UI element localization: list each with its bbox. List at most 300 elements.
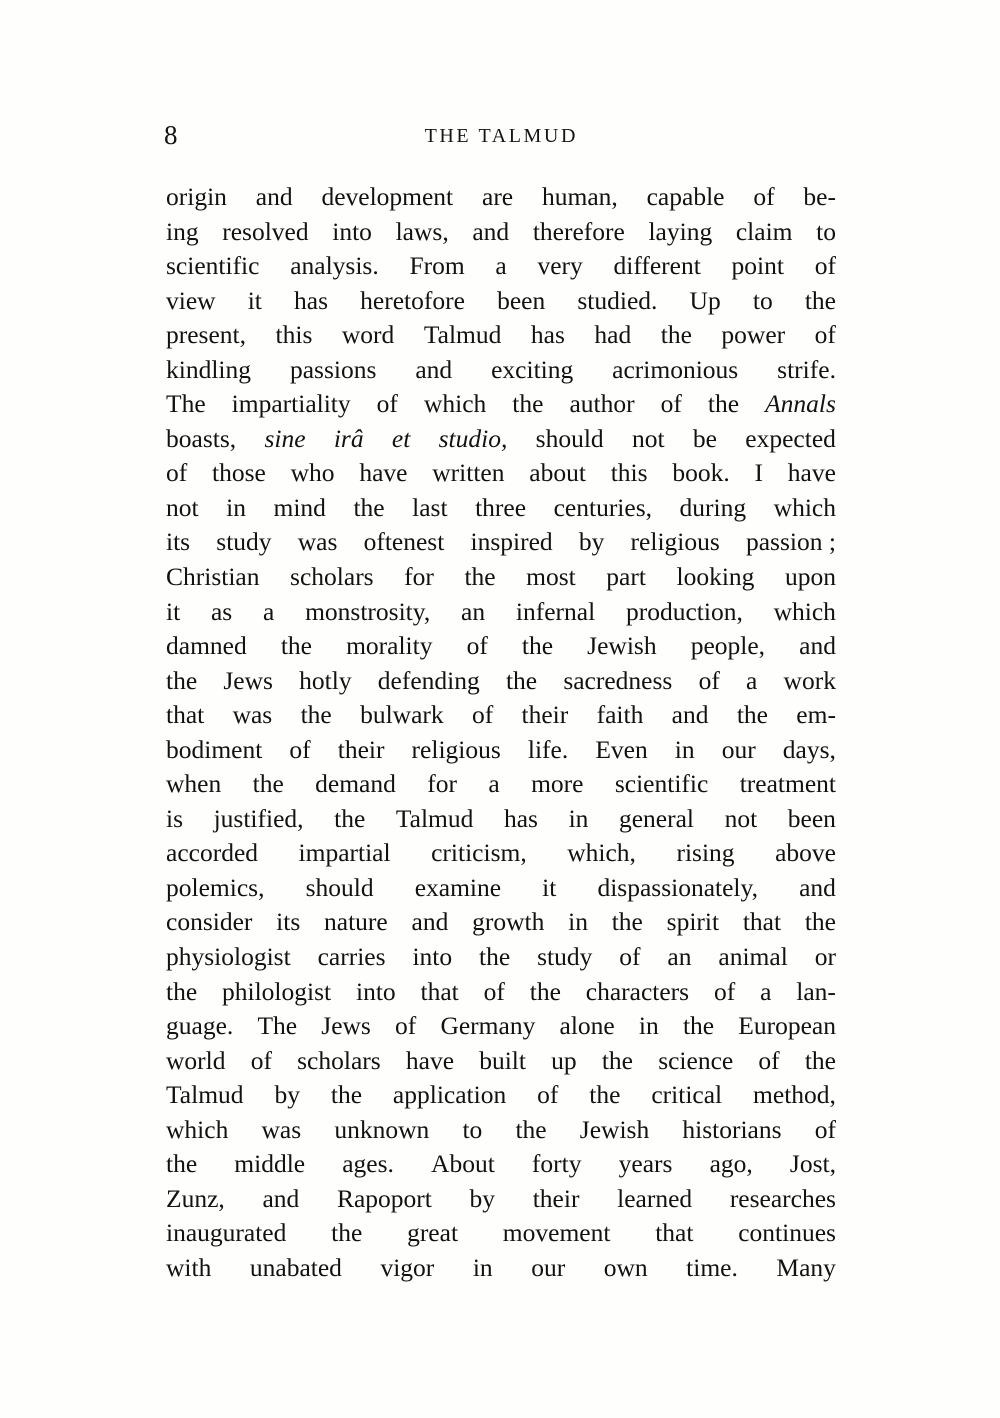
text-line-content [166, 456, 836, 491]
word: of [619, 942, 641, 972]
text-line-content [166, 1251, 836, 1286]
word: this [275, 320, 313, 350]
text-line-content [166, 422, 836, 457]
word: Annals [765, 389, 836, 419]
word: method, [753, 1080, 836, 1110]
word: and [799, 631, 836, 661]
word: oftenest [363, 527, 445, 557]
word: the [804, 1045, 836, 1075]
word: monstrosity, [305, 596, 431, 626]
word: ing [166, 216, 199, 246]
text-line [166, 975, 836, 1010]
word: written [432, 458, 505, 488]
word: three [475, 492, 527, 522]
word: the [505, 665, 538, 695]
word: of [376, 389, 398, 419]
word: carries [317, 942, 386, 972]
word: boasts, [166, 423, 237, 453]
word: inaugurated [166, 1218, 287, 1248]
word: passion ; [745, 527, 836, 557]
word: dispassionately, [597, 872, 758, 902]
word: Talmud [423, 320, 502, 350]
word: the [300, 700, 332, 730]
word: years [618, 1149, 673, 1179]
word: and [472, 216, 510, 246]
word: the [804, 285, 836, 315]
word: a [495, 251, 507, 281]
word: science [658, 1045, 734, 1075]
word: Talmud [166, 1080, 244, 1110]
word: when [166, 769, 222, 799]
word: therefore [532, 216, 625, 246]
word: an [461, 596, 486, 626]
text-line-content [166, 1182, 836, 1217]
running-head-title: THE TALMUD [424, 125, 579, 147]
word: Zunz, [166, 1183, 225, 1213]
word: the [166, 665, 198, 695]
word: centuries, [553, 492, 653, 522]
word: impartiality [231, 389, 351, 419]
text-line-content [166, 1044, 836, 1079]
text-line-content [166, 698, 836, 733]
word: passions [289, 354, 377, 384]
word: Rapoport [336, 1183, 432, 1213]
word: in [568, 803, 589, 833]
word: the [707, 389, 740, 419]
word: scholars [297, 1045, 381, 1075]
word: Jewish [579, 1114, 650, 1144]
word: of [537, 1080, 559, 1110]
word: this [610, 458, 648, 488]
word: resolved [222, 216, 309, 246]
word: their [532, 1183, 580, 1213]
word: our [721, 734, 756, 764]
word: own [603, 1252, 648, 1282]
word: the [515, 1114, 547, 1144]
word: most [526, 562, 576, 592]
word: morality [346, 631, 433, 661]
text-line [166, 387, 836, 422]
word: historians [682, 1114, 782, 1144]
word: lan- [796, 976, 836, 1006]
word: more [531, 769, 584, 799]
word: its [276, 907, 301, 937]
text-line-content [166, 664, 836, 699]
word: of [466, 631, 488, 661]
word: to [816, 216, 836, 246]
word: an [667, 942, 692, 972]
body-text-block [166, 180, 836, 1286]
word: learned [617, 1183, 693, 1213]
word: a [760, 976, 772, 1006]
word: et [391, 423, 411, 453]
word: which [423, 389, 487, 419]
word: time. [686, 1252, 738, 1282]
word: the [166, 976, 198, 1006]
text-line [166, 249, 836, 284]
word: of [758, 1045, 780, 1075]
word: of [713, 976, 736, 1006]
word: demand [315, 769, 396, 799]
word: of [814, 251, 836, 281]
word: is [166, 803, 184, 833]
word: Jews [223, 665, 273, 695]
word: the [334, 803, 366, 833]
word: and [262, 1183, 300, 1213]
word: studio, [438, 423, 508, 453]
word: for [404, 562, 434, 592]
word: the [611, 907, 643, 937]
word: em- [796, 700, 836, 730]
word: not [724, 803, 758, 833]
word: in [674, 734, 695, 764]
word: those [212, 458, 266, 488]
word: Many [776, 1252, 836, 1282]
word: From [409, 251, 465, 281]
word: the [331, 1218, 363, 1248]
word: Talmud [395, 803, 474, 833]
word: of [660, 389, 682, 419]
running-head [160, 118, 840, 152]
text-line-content [166, 353, 836, 388]
word: that [742, 907, 782, 937]
word: application [392, 1080, 507, 1110]
word: continues [738, 1218, 836, 1248]
word: Jews [321, 1011, 371, 1041]
page-number: 8 [164, 120, 178, 150]
text-line-content [166, 836, 836, 871]
word: the [601, 1045, 633, 1075]
word: in [568, 907, 588, 937]
word: laws, [395, 216, 449, 246]
word: and [671, 700, 709, 730]
word: of [289, 734, 311, 764]
word: the [529, 976, 561, 1006]
word: our [531, 1252, 566, 1282]
word: different [613, 251, 701, 281]
word: to [752, 285, 773, 315]
word: animal [718, 942, 788, 972]
text-line-content [166, 249, 836, 284]
word: justified, [213, 803, 304, 833]
word: nature [324, 907, 388, 937]
word: up [551, 1045, 577, 1075]
word: analysis. [290, 251, 379, 281]
word: European [738, 1011, 836, 1041]
text-line-content [166, 318, 836, 353]
word: human, [541, 182, 618, 211]
text-line [166, 940, 836, 975]
text-line [166, 180, 836, 215]
text-line [166, 698, 836, 733]
text-line-content [166, 975, 836, 1010]
word: of [395, 1011, 417, 1041]
text-line-content [166, 284, 836, 319]
word: not [631, 423, 665, 453]
word: guage. [166, 1011, 234, 1041]
word: was [297, 527, 338, 557]
word: religious [411, 734, 501, 764]
text-line [166, 1251, 836, 1286]
word: its [166, 527, 191, 557]
text-line-content [166, 940, 836, 975]
word: during [679, 492, 747, 522]
word: people, [690, 631, 766, 661]
word: of [166, 458, 188, 488]
word: author [569, 389, 635, 419]
word: criticism, [431, 838, 527, 868]
word: in [472, 1252, 493, 1282]
text-line-content [166, 491, 836, 526]
text-line [166, 422, 836, 457]
word: the [464, 562, 496, 592]
word: upon [784, 562, 836, 592]
word: been [787, 803, 836, 833]
word: the [682, 1011, 715, 1041]
text-line-content [166, 1147, 836, 1182]
word: point [731, 251, 784, 281]
word: the [804, 907, 836, 937]
word: by [578, 527, 605, 557]
text-line-content [166, 1113, 836, 1148]
word: of [698, 665, 720, 695]
word: the [252, 769, 284, 799]
word: examine [414, 872, 502, 902]
word: has [294, 285, 329, 315]
word: strife. [777, 354, 836, 384]
word: should [535, 423, 604, 453]
word: sacredness [563, 665, 673, 695]
word: or [814, 942, 836, 972]
word: scholars [290, 562, 374, 592]
text-line [166, 1113, 836, 1148]
word: not [166, 492, 199, 522]
word: Jewish [587, 631, 657, 661]
text-line-content [166, 215, 836, 250]
word: of [483, 976, 505, 1006]
word: a [488, 769, 500, 799]
word: About [431, 1149, 495, 1179]
word: ago, [709, 1149, 753, 1179]
text-line [166, 733, 836, 768]
text-line-content [166, 1216, 836, 1251]
word: by [469, 1183, 496, 1213]
text-line-content [166, 560, 836, 595]
word: scientific [614, 769, 709, 799]
word: in [638, 1011, 659, 1041]
word: it [166, 596, 181, 626]
word: with [166, 1252, 212, 1282]
text-line [166, 318, 836, 353]
word: the [660, 320, 692, 350]
word: The [257, 1011, 298, 1041]
word: into [332, 216, 372, 246]
word: expected [745, 423, 836, 453]
word: have [787, 458, 836, 488]
word: world [166, 1045, 226, 1075]
word: study [216, 527, 272, 557]
word: the [479, 942, 511, 972]
word: infernal [515, 596, 596, 626]
text-line-content [166, 180, 836, 215]
word: polemics, [166, 872, 265, 902]
text-line-content [166, 802, 836, 837]
word: present, [166, 320, 247, 350]
word: which, [567, 838, 636, 868]
word: and [415, 354, 453, 384]
word: into [412, 942, 453, 972]
word: looking [676, 562, 755, 592]
word: their [521, 700, 569, 730]
word: Christian [166, 562, 260, 592]
word: above [775, 838, 836, 868]
word: part [606, 562, 646, 592]
word: faith [596, 700, 644, 730]
text-line [166, 664, 836, 699]
word: heretofore [360, 285, 465, 315]
word: that [166, 700, 205, 730]
word: growth [472, 907, 545, 937]
word: had [594, 320, 632, 350]
text-line-content [166, 595, 836, 630]
word: mind [273, 492, 326, 522]
word: Germany [440, 1011, 536, 1041]
text-line-content [166, 525, 836, 560]
word: are [482, 182, 514, 211]
word: Even [595, 734, 648, 764]
word: for [427, 769, 457, 799]
word: life. [527, 734, 569, 764]
word: the [280, 631, 312, 661]
word: accorded [166, 838, 259, 868]
word: the [589, 1080, 621, 1110]
text-line [166, 456, 836, 491]
text-line [166, 1182, 836, 1217]
word: bulwark [360, 700, 444, 730]
word: the [166, 1149, 198, 1179]
word: bodiment [166, 734, 263, 764]
word: development [321, 182, 454, 211]
word: has [530, 320, 565, 350]
word: laying [648, 216, 713, 246]
word: power [721, 320, 786, 350]
text-line [166, 905, 836, 940]
word: have [405, 1045, 455, 1075]
text-line [166, 1147, 836, 1182]
word: forty [531, 1149, 582, 1179]
text-line [166, 525, 836, 560]
word: in [226, 492, 246, 522]
text-line-content [166, 1078, 836, 1113]
text-line [166, 1044, 836, 1079]
text-line [166, 802, 836, 837]
word: movement [502, 1218, 611, 1248]
word: should [305, 872, 374, 902]
word: researches [729, 1183, 836, 1213]
word: as [210, 596, 233, 626]
word: irâ [333, 423, 364, 453]
word: unabated [249, 1252, 342, 1282]
word: the [736, 700, 768, 730]
word: their [337, 734, 385, 764]
text-line-content [166, 1009, 836, 1044]
word: great [407, 1218, 459, 1248]
word: claim [735, 216, 793, 246]
word: the [353, 492, 385, 522]
word: I [754, 458, 763, 488]
word: the [521, 631, 554, 661]
text-line [166, 871, 836, 906]
word: about [529, 458, 586, 488]
word: which [773, 596, 836, 626]
word: characters [585, 976, 690, 1006]
text-line [166, 1216, 836, 1251]
word: Up [689, 285, 721, 315]
word: have [359, 458, 408, 488]
word: the [330, 1080, 363, 1110]
word: that [655, 1218, 694, 1248]
text-line [166, 1078, 836, 1113]
word: it [542, 872, 557, 902]
word: hotly [299, 665, 352, 695]
text-line-content [166, 871, 836, 906]
text-line [166, 629, 836, 664]
word: The [166, 389, 206, 419]
word: acrimonious [612, 354, 739, 384]
word: and [411, 907, 449, 937]
text-line [166, 491, 836, 526]
text-line [166, 767, 836, 802]
word: consider [166, 907, 253, 937]
word: vigor [380, 1252, 435, 1282]
word: capable [646, 182, 725, 211]
word: inspired [470, 527, 553, 557]
text-line [166, 1009, 836, 1044]
word: exciting [491, 354, 574, 384]
word: a [746, 665, 758, 695]
word: has [503, 803, 538, 833]
word: production, [625, 596, 743, 626]
word: defending [377, 665, 480, 695]
word: and [255, 182, 293, 211]
word: that [420, 976, 459, 1006]
word: be [692, 423, 717, 453]
word: book. [672, 458, 730, 488]
text-line [166, 560, 836, 595]
word: physiologist [166, 942, 291, 972]
word: ages. [342, 1149, 394, 1179]
word: sine [264, 423, 306, 453]
word: the [512, 389, 544, 419]
word: work [783, 665, 836, 695]
word: damned [166, 631, 247, 661]
word: and [799, 872, 836, 902]
word: of [471, 700, 494, 730]
word: which [166, 1114, 229, 1144]
word: by [274, 1080, 300, 1110]
word: was [261, 1114, 302, 1144]
word: who [290, 458, 335, 488]
text-line-content [166, 905, 836, 940]
word: view [166, 285, 216, 315]
word: a [262, 596, 275, 626]
word: philologist [222, 976, 332, 1006]
word: studied. [577, 285, 658, 315]
text-line [166, 836, 836, 871]
text-line-content [166, 387, 836, 422]
word: impartial [298, 838, 391, 868]
word: kindling [166, 354, 252, 384]
